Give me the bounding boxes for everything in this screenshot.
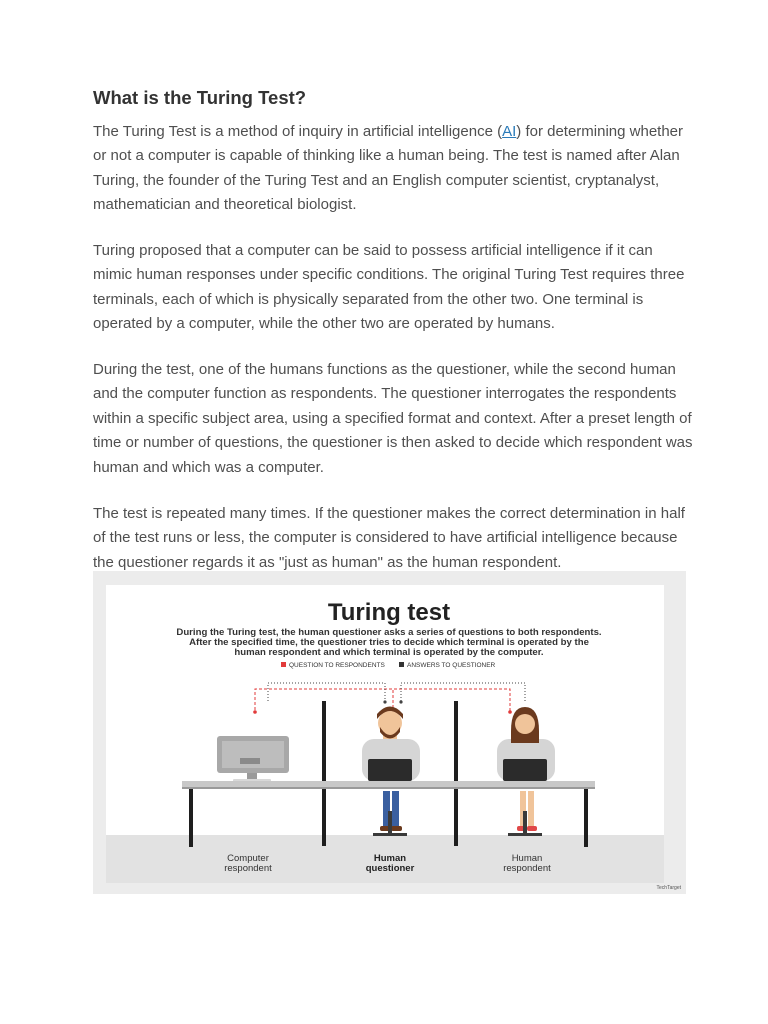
legend-answer-label: ANSWERS TO QUESTIONER xyxy=(407,662,496,669)
label-human-questioner-line2: questioner xyxy=(365,863,415,874)
turing-test-infographic xyxy=(93,571,686,894)
label-human-respondent-line1: Human xyxy=(511,853,543,864)
infographic-caption-line1: During the Turing test, the human questioner asks a series of questions to both respondents. xyxy=(176,627,602,638)
question-arrowhead-computer xyxy=(253,710,257,714)
paragraph-intro xyxy=(93,120,693,218)
label-human-respondent-line2: respondent xyxy=(503,863,551,874)
ai-link[interactable]: AI xyxy=(502,123,517,140)
partition-left xyxy=(322,701,326,846)
brand-logo: TechTarget xyxy=(656,885,681,891)
paragraph-proposal: Turing proposed that a computer can be said to possess artificial intelligence if it can mimic human responses under specific conditions. The original Turing Test requires three terminals, each of which is physically separated from the other two. One terminal is operated by a computer, while the other two are operated by humans. xyxy=(93,242,685,333)
article-heading: What is the Turing Test? xyxy=(93,87,307,108)
label-computer-respondent-line2: respondent xyxy=(224,863,272,874)
legend-question-label: QUESTION TO RESPONDENTS xyxy=(289,662,385,669)
desk-edge xyxy=(182,787,595,789)
legend-question-swatch xyxy=(281,662,286,667)
question-arrowhead-human xyxy=(508,710,512,714)
paragraph-result: The test is repeated many times. If the questioner makes the correct determination in half of the test runs or less, the computer is considered to have artificial intelligence because the questioner regards it as "just as human" as the human respondent. xyxy=(93,505,685,571)
answer-arrowhead-left xyxy=(383,700,386,703)
infographic-title: Turing test xyxy=(327,599,451,626)
partition-right xyxy=(454,701,458,846)
label-computer-respondent-line1: Computer xyxy=(227,853,269,864)
paragraph-intro-start: The Turing Test is a method of inquiry in artificial intelligence ( xyxy=(93,123,503,140)
label-human-questioner-line1: Human xyxy=(373,853,407,864)
infographic-caption-line2: After the specified time, the questioner tries to decide which terminal is operated by the xyxy=(189,637,589,648)
paragraph-procedure: During the test, one of the humans functions as the questioner, while the second human and the computer function as respondents. The questioner interrogates the respondents within a specific subject area, using a specified format and context. After a preset length of time or number of questions, the questioner is then asked to decide which respondent was human and which was a computer. xyxy=(93,361,693,476)
paragraph-intro-end: ) for determining whether or not a computer is capable of thinking like a human being. The test is named after Alan Turing, the founder of the Turing Test and an English computer scientist, cryptanalyst, mathematician and theoretical biologist. xyxy=(93,123,684,214)
desk-top xyxy=(182,781,595,787)
legend-answer-swatch xyxy=(399,662,404,667)
answer-arrowhead-right xyxy=(399,700,402,703)
infographic-caption-line3: human respondent and which terminal is operated by the computer. xyxy=(234,647,544,658)
